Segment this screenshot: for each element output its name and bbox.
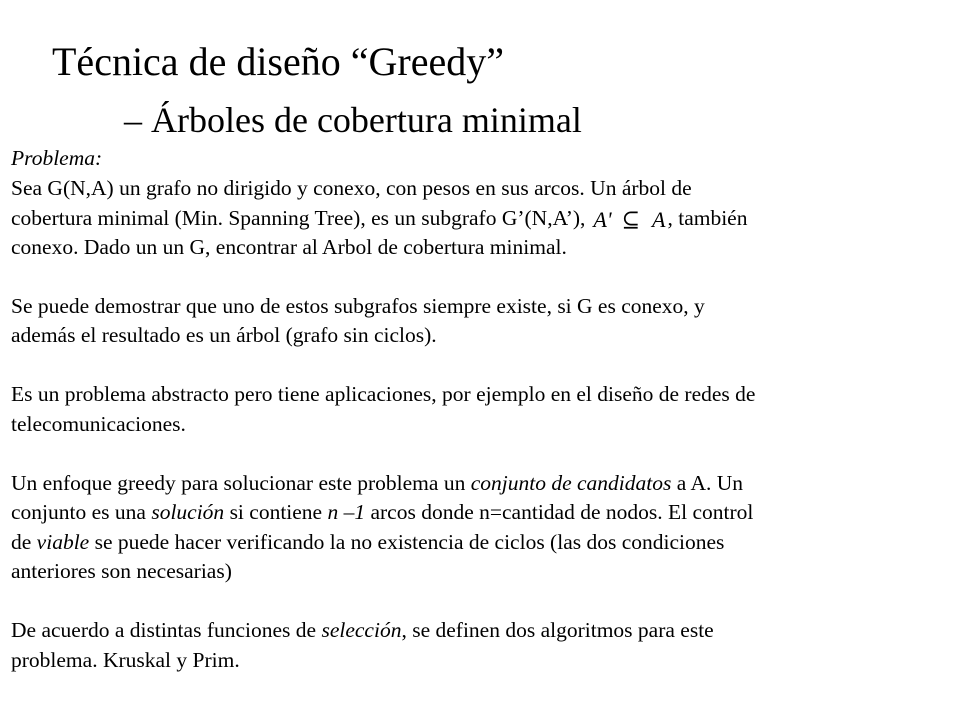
- para3-line-1: Es un problema abstracto pero tiene aplicaciones, por ejemplo en el diseño de redes de: [11, 382, 756, 406]
- para3-line-2: telecomunicaciones.: [11, 411, 186, 436]
- formula-right: A: [652, 207, 666, 232]
- subset-symbol: ⊆: [621, 207, 641, 232]
- slide-body: [11, 144, 951, 675]
- term-solucion: solución: [151, 500, 225, 524]
- para2-line-1: Se puede demostrar que uno de estos subgrafos siempre existe, si G es conexo, y: [11, 293, 705, 318]
- para2-line-2: además el resultado es un árbol (grafo sin ciclos).: [11, 323, 437, 347]
- para4-line-1: [11, 469, 951, 499]
- problem-line-2-tail: , también: [667, 206, 748, 230]
- para4-line-3-a: de: [11, 529, 37, 554]
- para4-line-2-a: conjunto es una: [11, 500, 152, 524]
- problem-line-1: Sea G(N,A) un grafo no dirigido y conexo, con pesos en sus arcos. Un árbol de: [11, 175, 692, 200]
- slide-title: Técnica de diseño “Greedy”: [52, 39, 504, 84]
- para4-line-1-b: a A. Un: [671, 470, 744, 495]
- para5-line-1-b: , se definen dos algoritmos para este: [401, 618, 714, 642]
- para5-line-2: problema. Kruskal y Prim.: [11, 647, 240, 672]
- para5-line-1-a: De acuerdo a distintas funciones de: [11, 618, 322, 642]
- slide-subtitle: – Árboles de cobertura minimal: [124, 100, 582, 140]
- para4-line-3-b: se puede hacer verificando la no existencia de ciclos (las dos condiciones: [89, 529, 725, 554]
- para4-line-3: [11, 528, 951, 558]
- term-viable: viable: [36, 529, 90, 554]
- problem-line-2: [11, 203, 951, 233]
- problem-line-2-text: cobertura minimal (Min. Spanning Tree), es un subgrafo G’(N,A’),: [11, 206, 586, 230]
- para4-line-4: anteriores son necesarias): [11, 559, 232, 583]
- para4-line-1-a: Un enfoque greedy para solucionar este problema un: [11, 470, 471, 495]
- problem-label: Problema:: [11, 146, 103, 170]
- subset-formula: [593, 205, 665, 235]
- term-candidatos: conjunto de candidatos: [470, 470, 672, 495]
- para4-line-2-c: arcos donde n=cantidad de nodos. El control: [365, 500, 754, 524]
- term-n-minus-1: n –1: [327, 500, 366, 524]
- term-seleccion: selección: [321, 618, 402, 642]
- formula-left: A': [593, 207, 612, 232]
- para4-line-2-b: si contiene: [224, 500, 328, 524]
- para4-line-2: [11, 498, 951, 528]
- para5-line-1: [11, 616, 951, 646]
- problem-line-3: conexo. Dado un un G, encontrar al Arbol de cobertura minimal.: [11, 234, 567, 259]
